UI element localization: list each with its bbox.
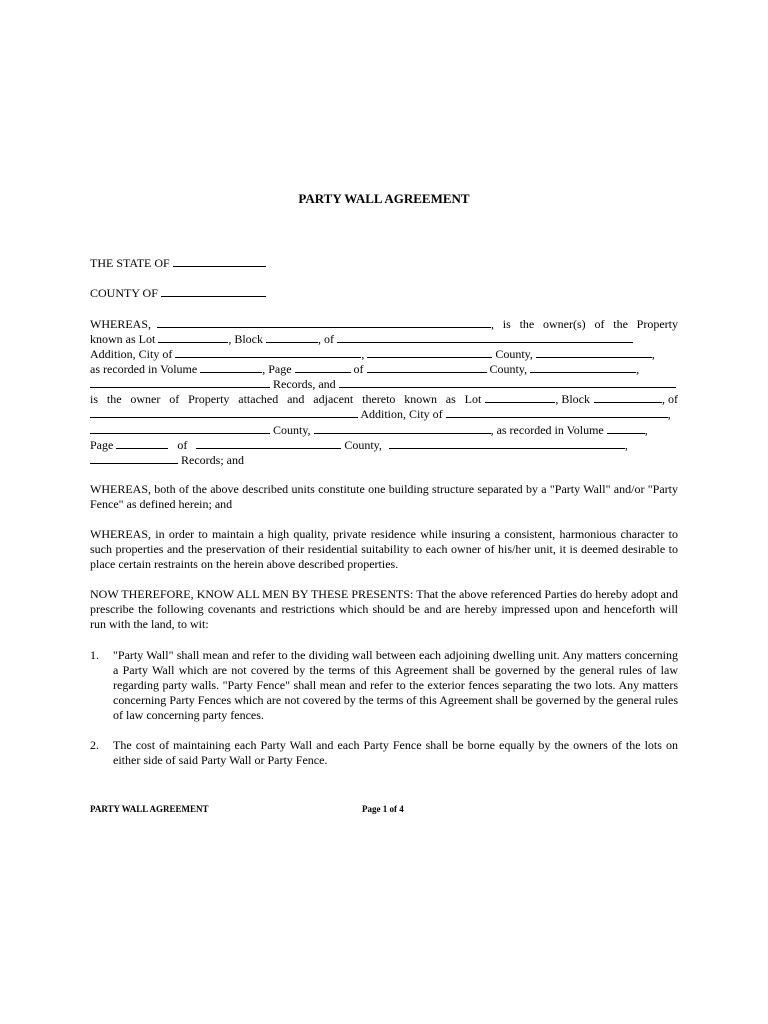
state-name-blank[interactable] xyxy=(536,346,652,358)
whereas-paragraph-2: WHEREAS, both of the above described units constitute one building structure separated by a "Party Wall" and/or "Party Fence" as defined herein; and xyxy=(90,482,678,511)
text-fragment: Records, and xyxy=(273,377,336,391)
footer-page-number: Page 1 of 4 xyxy=(362,804,404,814)
adjacent-records-of-blank[interactable] xyxy=(196,437,341,449)
text-fragment: County, xyxy=(344,438,382,452)
whereas1-line-2 xyxy=(90,331,678,347)
now-therefore-paragraph: NOW THEREFORE, KNOW ALL MEN BY THESE PRESENTS: That the above referenced Parties do hereby adopt and prescribe the following covenants and restrictions which should be and are hereby impressed upon and henceforth will run with the land, to wit: xyxy=(90,587,678,631)
text-fragment: , Block xyxy=(228,332,263,346)
whereas1-line-1 xyxy=(90,316,678,332)
lot-blank[interactable] xyxy=(158,331,228,343)
adjacent-lot-blank[interactable] xyxy=(485,391,555,403)
adjacent-county-blank[interactable] xyxy=(90,422,270,434)
text-fragment: is the owner of Property attached and adjacent thereto known as Lot xyxy=(90,392,482,406)
records-state-blank[interactable] xyxy=(530,361,636,373)
text-fragment: known as Lot xyxy=(90,332,156,346)
state-line xyxy=(90,255,678,271)
list-item-number: 2. xyxy=(90,738,99,752)
adjacent-block-blank[interactable] xyxy=(594,391,662,403)
text-fragment: , xyxy=(644,423,648,437)
county-line xyxy=(90,285,678,301)
text-fragment: Page xyxy=(90,438,114,452)
text-fragment: , xyxy=(651,347,655,361)
text-fragment: , Block xyxy=(555,392,590,406)
list-item-text: The cost of maintaining each Party Wall and each Party Fence shall be borne equally by the owners of the lots on either side of said Party Wall or Party Fence. xyxy=(113,738,678,767)
whereas-paragraph-3: WHEREAS, in order to maintain a high quality, private residence while insuring a consistent, harmonious character to such properties and the preservation of their residential suitability to each owner of his/her unit, it is deemed desirable to place certain restraints on the herein above described properties. xyxy=(90,527,678,571)
text-fragment: Records; and xyxy=(181,453,244,467)
list-item-text: "Party Wall" shall mean and refer to the dividing wall between each adjoining dwelling unit. Any matters concerning a Party Wall which are not covered by the terms of this Agreement shall be governed by the general rules of law regarding party walls. "Party Fence" shall mean and refer to the exterior fences separating the two lots. Any matters concerning Party Fences which are not covered by the terms of this Agreement shall be governed by the general rules of law concerning party fences. xyxy=(113,648,678,722)
document-title: PARTY WALL AGREEMENT xyxy=(298,191,470,206)
whereas1-line-10 xyxy=(90,452,678,468)
text-fragment: as recorded in Volume xyxy=(90,362,198,376)
whereas1-line-7 xyxy=(90,406,678,422)
whereas1-line-6 xyxy=(90,391,678,407)
text-fragment: , is the owner(s) of the Property xyxy=(491,317,678,331)
text-fragment: , xyxy=(361,347,365,361)
adjacent-addition-blank[interactable] xyxy=(90,406,358,418)
text-fragment: , Page xyxy=(262,362,292,376)
whereas1-line-8 xyxy=(90,422,678,438)
adjacent-city-blank[interactable] xyxy=(446,406,668,418)
adjacent-state-blank[interactable] xyxy=(314,422,491,434)
addition-name-blank[interactable] xyxy=(337,331,633,343)
block-blank[interactable] xyxy=(266,331,318,343)
text-fragment: , of xyxy=(318,332,334,346)
text-fragment: Addition, City of xyxy=(360,407,443,421)
adjacent-page-blank[interactable] xyxy=(116,437,168,449)
text-fragment: , as recorded in Volume xyxy=(490,423,604,437)
adjacent-records-state-blank[interactable] xyxy=(389,437,625,449)
text-fragment: of xyxy=(177,438,188,452)
county-label: COUNTY OF xyxy=(90,286,158,300)
whereas1-line-4 xyxy=(90,361,678,377)
text-fragment: WHEREAS, xyxy=(90,317,151,331)
county-name-blank[interactable] xyxy=(367,346,492,358)
adjacent-volume-blank[interactable] xyxy=(607,422,645,434)
records-of-blank[interactable] xyxy=(367,361,487,373)
city-blank[interactable] xyxy=(175,346,361,358)
whereas1-line-3 xyxy=(90,346,678,362)
text-fragment: , xyxy=(667,407,671,421)
text-fragment: County, xyxy=(489,362,528,376)
whereas1-line-9 xyxy=(90,437,678,453)
adjacent-owner-blank[interactable] xyxy=(339,376,676,388)
owner-name-blank[interactable] xyxy=(157,316,491,328)
text-fragment: , xyxy=(624,438,628,452)
text-fragment: Addition, City of xyxy=(90,347,173,361)
text-fragment: of xyxy=(353,362,364,376)
county-blank[interactable] xyxy=(161,285,266,297)
records-type-blank[interactable] xyxy=(90,376,270,388)
text-fragment: , xyxy=(636,362,640,376)
adjacent-records-type-blank[interactable] xyxy=(90,452,178,464)
text-fragment: County, xyxy=(273,423,311,437)
state-label: THE STATE OF xyxy=(90,256,170,270)
whereas1-line-5 xyxy=(90,376,678,392)
page-blank[interactable] xyxy=(295,361,351,373)
state-blank[interactable] xyxy=(173,255,266,267)
list-item-number: 1. xyxy=(90,648,99,662)
footer-title: PARTY WALL AGREEMENT xyxy=(90,804,209,814)
text-fragment: , of xyxy=(662,392,678,406)
text-fragment: County, xyxy=(495,347,533,361)
volume-blank[interactable] xyxy=(200,361,262,373)
